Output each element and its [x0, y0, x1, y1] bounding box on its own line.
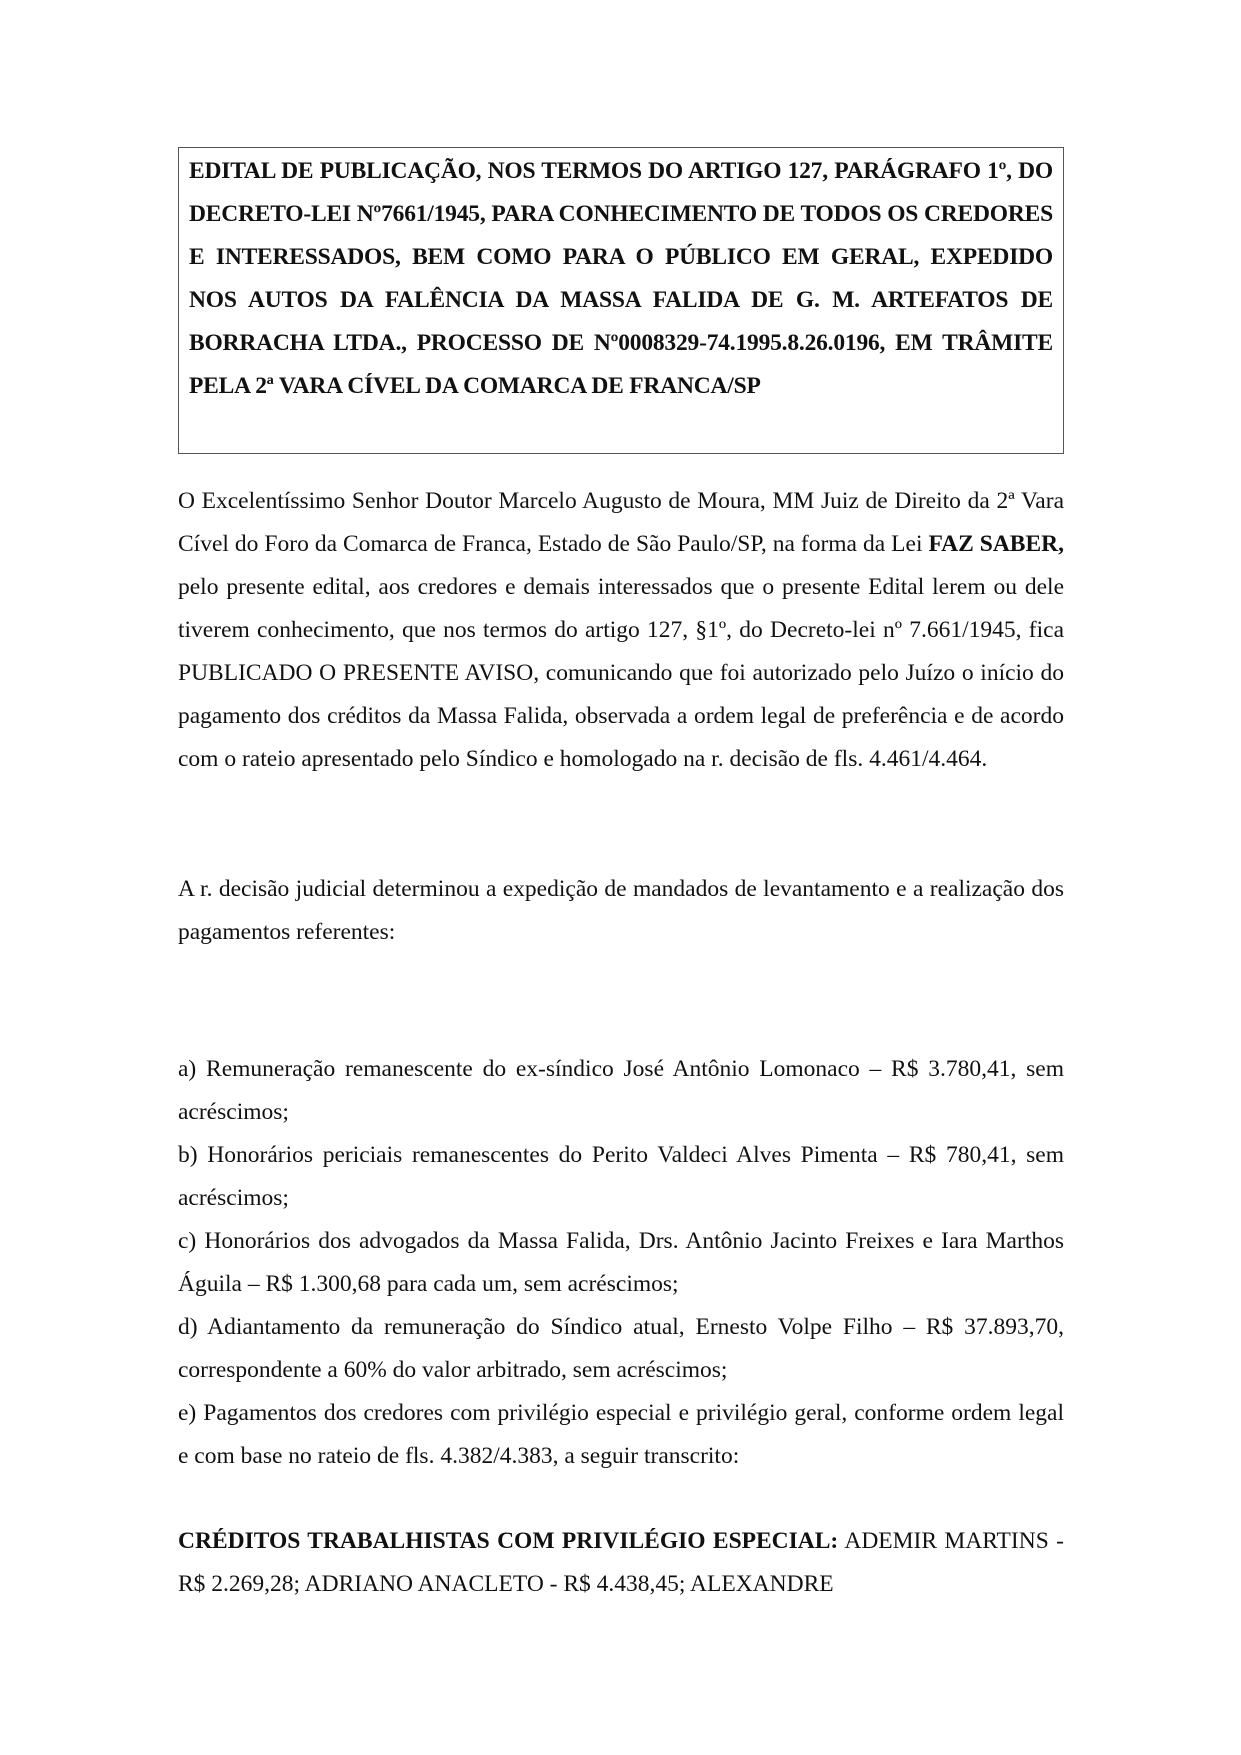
item-e: e) Pagamentos dos credores com privilégio especial e privilégio geral, conforme ordem legal e com base no rateio de fls. 4.382/4.383, a seguir transcrito: [178, 1400, 1064, 1469]
credits-heading: CRÉDITOS TRABALHISTAS COM PRIVILÉGIO ESPECIAL: [178, 1528, 839, 1554]
intro-text-2: pelo presente edital, aos credores e demais interessados que o presente Edital lerem ou dele tiverem conhecimento, que nos termos do artigo 127, §1º, do Decreto-lei nº 7.661/1945, fica PUBLICADO O PRESENTE AVISO, comunicando que foi autorizado pelo Juízo o início do pagamento dos créditos da Massa Falida, observada a ordem legal de preferência e de acordo com o rateio apresentado pelo Síndico e homologado na r. decisão de fls. 4.461/4.464. [178, 574, 1064, 772]
item-d: d) Adiantamento da remuneração do Síndico atual, Ernesto Volpe Filho – R$ 37.893,70, correspondente a 60% do valor arbitrado, sem acréscimos; [178, 1314, 1064, 1383]
credits-text: ADEMIR MARTINS - R$ 2.269,28; ADRIANO ANACLETO - R$ 4.438,45; ALEXANDRE [178, 1528, 1064, 1597]
credits-section [178, 1520, 1064, 1606]
faz-saber: FAZ SABER, [928, 531, 1064, 557]
item-c: c) Honorários dos advogados da Massa Falida, Drs. Antônio Jacinto Freixes e Iara Marthos Águila – R$ 1.300,68 para cada um, sem acréscimos; [178, 1228, 1064, 1297]
paragraph-intro [178, 480, 1064, 781]
paragraph-decision: A r. decisão judicial determinou a expedição de mandados de levantamento e a realização dos pagamentos referentes: [178, 876, 1064, 945]
item-b: b) Honorários periciais remanescentes do Perito Valdeci Alves Pimenta – R$ 780,41, sem acréscimos; [178, 1142, 1064, 1211]
item-a: a) Remuneração remanescente do ex-síndico José Antônio Lomonaco – R$ 3.780,41, sem acréscimos; [178, 1056, 1064, 1125]
intro-text-1: O Excelentíssimo Senhor Doutor Marcelo Augusto de Moura, MM Juiz de Direito da 2ª Vara Cível do Foro da Comarca de Franca, Estado de São Paulo/SP, na forma da Lei [178, 488, 1064, 557]
title-box [178, 147, 1064, 454]
edital-title: EDITAL DE PUBLICAÇÃO, NOS TERMOS DO ARTIGO 127, PARÁGRAFO 1º, DO DECRETO-LEI Nº7661/1945, PARA CONHECIMENTO DE TODOS OS CREDORES E INTERESSADOS, BEM COMO PARA O PÚBLICO EM GERAL, EXPEDIDO NOS AUTOS DA FALÊNCIA DA MASSA FALIDA DE G. M. ARTEFATOS DE BORRACHA LTDA., PROCESSO DE Nº0008329-74.1995.8.26.0196, EM TRÂMITE PELA 2ª VARA CÍVEL DA COMARCA DE FRANCA/SP [189, 158, 1053, 399]
